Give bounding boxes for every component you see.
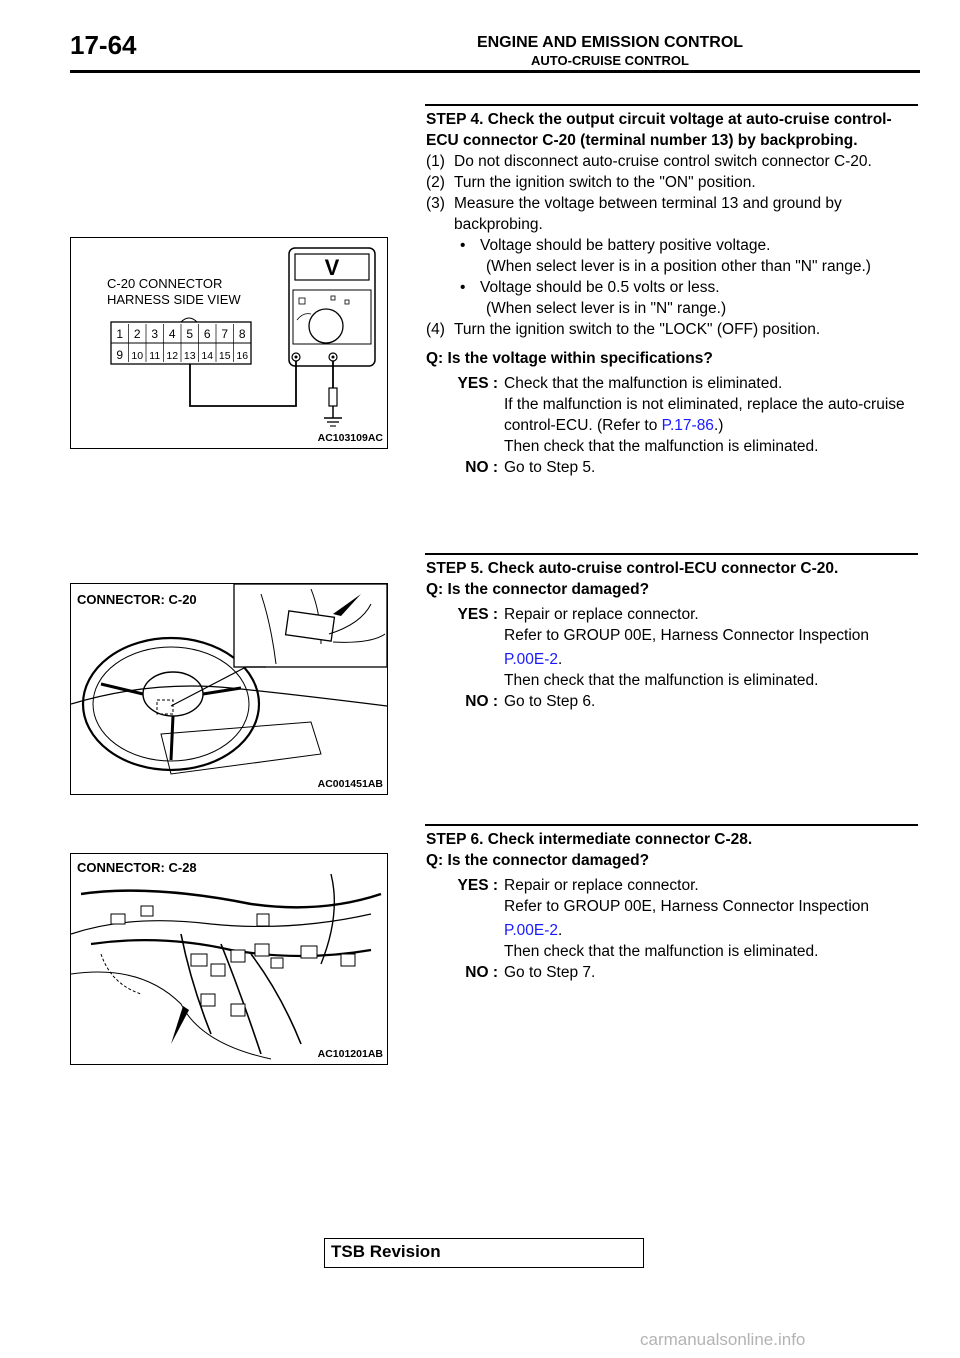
figure-connector-c28 <box>70 853 388 1065</box>
step6-heading: STEP 6. Check intermediate connector C-28. <box>426 831 753 848</box>
voltmeter-diagram <box>71 238 387 448</box>
step6-question: Q: Is the connector damaged? <box>426 852 650 869</box>
watermark: carmanualsonline.info <box>640 1330 806 1349</box>
step4-item-3: (3) Measure the voltage between terminal 13 and ground by backprobing. <box>426 195 842 233</box>
page-number: 17-64 <box>70 30 137 60</box>
step4-item-4: (4) Turn the ignition switch to the "LOCK" (OFF) position. <box>426 321 821 338</box>
connector-pin-label: 8 <box>238 327 246 341</box>
connector-pin-label: 1 <box>116 327 124 341</box>
harness-illustration <box>71 854 387 1064</box>
fig2-code: AC001451AB <box>317 778 383 790</box>
arrow-icon <box>171 1006 189 1044</box>
step5-yes: YES : Repair or replace connector. Refer to GROUP 00E, Harness Connector Inspection P.00E-2. Then check that the malfunction is eliminated. <box>457 606 869 689</box>
bullet-icon: • <box>460 279 466 296</box>
tsb-revision-box: TSB Revision <box>324 1238 644 1268</box>
figure-connector-c20 <box>70 583 388 795</box>
section-subtitle: AUTO-CRUISE CONTROL <box>531 53 689 68</box>
figure-c20-voltmeter <box>70 237 388 449</box>
connector-pin-label: 6 <box>203 327 211 341</box>
meter-symbol: V <box>324 255 340 280</box>
step6-rule <box>425 824 918 826</box>
connector-pin-label: 9 <box>116 348 124 362</box>
step6-yes: YES : Repair or replace connector. Refer to GROUP 00E, Harness Connector Inspection P.00E-2. Then check that the malfunction is eliminated. <box>457 877 869 960</box>
step5-no: NO : Go to Step 6. <box>465 693 596 710</box>
step4-no: NO : Go to Step 5. <box>465 459 596 476</box>
step4-item-2: (2) Turn the ignition switch to the "ON" position. <box>426 174 756 191</box>
step4-heading: STEP 4. Check the output circuit voltage at auto-cruise control-ECU connector C-20 (terminal number 13) by backprobing. <box>426 111 892 149</box>
step5-rule <box>425 553 918 555</box>
step4-bullet-1: • Voltage should be battery positive voltage. (When select lever is in a position other than "N" range.) <box>460 237 871 275</box>
fig3-label: CONNECTOR: C-28 <box>77 860 197 875</box>
connector-pin-label: 4 <box>168 327 176 341</box>
connector-pin-label: 11 <box>149 350 161 362</box>
step6-block <box>426 829 921 983</box>
step6-no: NO : Go to Step 7. <box>465 964 596 981</box>
fig2-label: CONNECTOR: C-20 <box>77 592 197 607</box>
step5-question: Q: Is the connector damaged? <box>426 581 650 598</box>
section-title: ENGINE AND EMISSION CONTROL <box>476 34 744 51</box>
step4-bullet-2: • Voltage should be 0.5 volts or less. (When select lever is in "N" range.) <box>460 279 727 317</box>
ref-link-p17-86[interactable]: P.17-86 <box>661 417 714 434</box>
fig1-code: AC103109AC <box>317 432 383 444</box>
connector-pin-label: 7 <box>221 327 229 341</box>
connector-pin-label: 14 <box>201 350 214 362</box>
step5-block <box>426 558 921 712</box>
header-rule <box>70 70 920 73</box>
connector-pin-label: 2 <box>133 327 141 341</box>
step4-yes: YES : Check that the malfunction is eliminated. If the malfunction is not eliminated, replace the auto-cruise control-ECU. (Refer to P.17-86.) Then check that the malfunction is eliminated. <box>457 375 905 455</box>
bullet-icon: • <box>460 237 466 254</box>
step4-rule <box>425 104 918 106</box>
connector-pin-label: 5 <box>186 327 194 341</box>
step5-heading: STEP 5. Check auto-cruise control-ECU connector C-20. <box>426 560 839 577</box>
connector-pin-label: 12 <box>166 350 179 362</box>
connector-pin-label: 3 <box>151 327 159 341</box>
ref-link-p00e-2[interactable]: P.00E-2 <box>504 922 559 939</box>
fig3-code: AC101201AB <box>317 1048 383 1060</box>
connector-pin-label: 15 <box>218 350 231 362</box>
step4-question: Q: Is the voltage within specifications? <box>426 350 713 367</box>
ref-link-p00e-2[interactable]: P.00E-2 <box>504 651 559 668</box>
step4-item-1: (1) Do not disconnect auto-cruise control switch connector C-20. <box>426 153 872 170</box>
connector-pin-label: 13 <box>183 350 196 362</box>
connector-pin-label: 16 <box>236 350 249 362</box>
fig1-label: C-20 CONNECTOR HARNESS SIDE VIEW <box>107 276 241 307</box>
connector-pin-label: 10 <box>131 350 144 362</box>
dashboard-illustration <box>71 584 387 794</box>
step4-block <box>426 109 921 478</box>
